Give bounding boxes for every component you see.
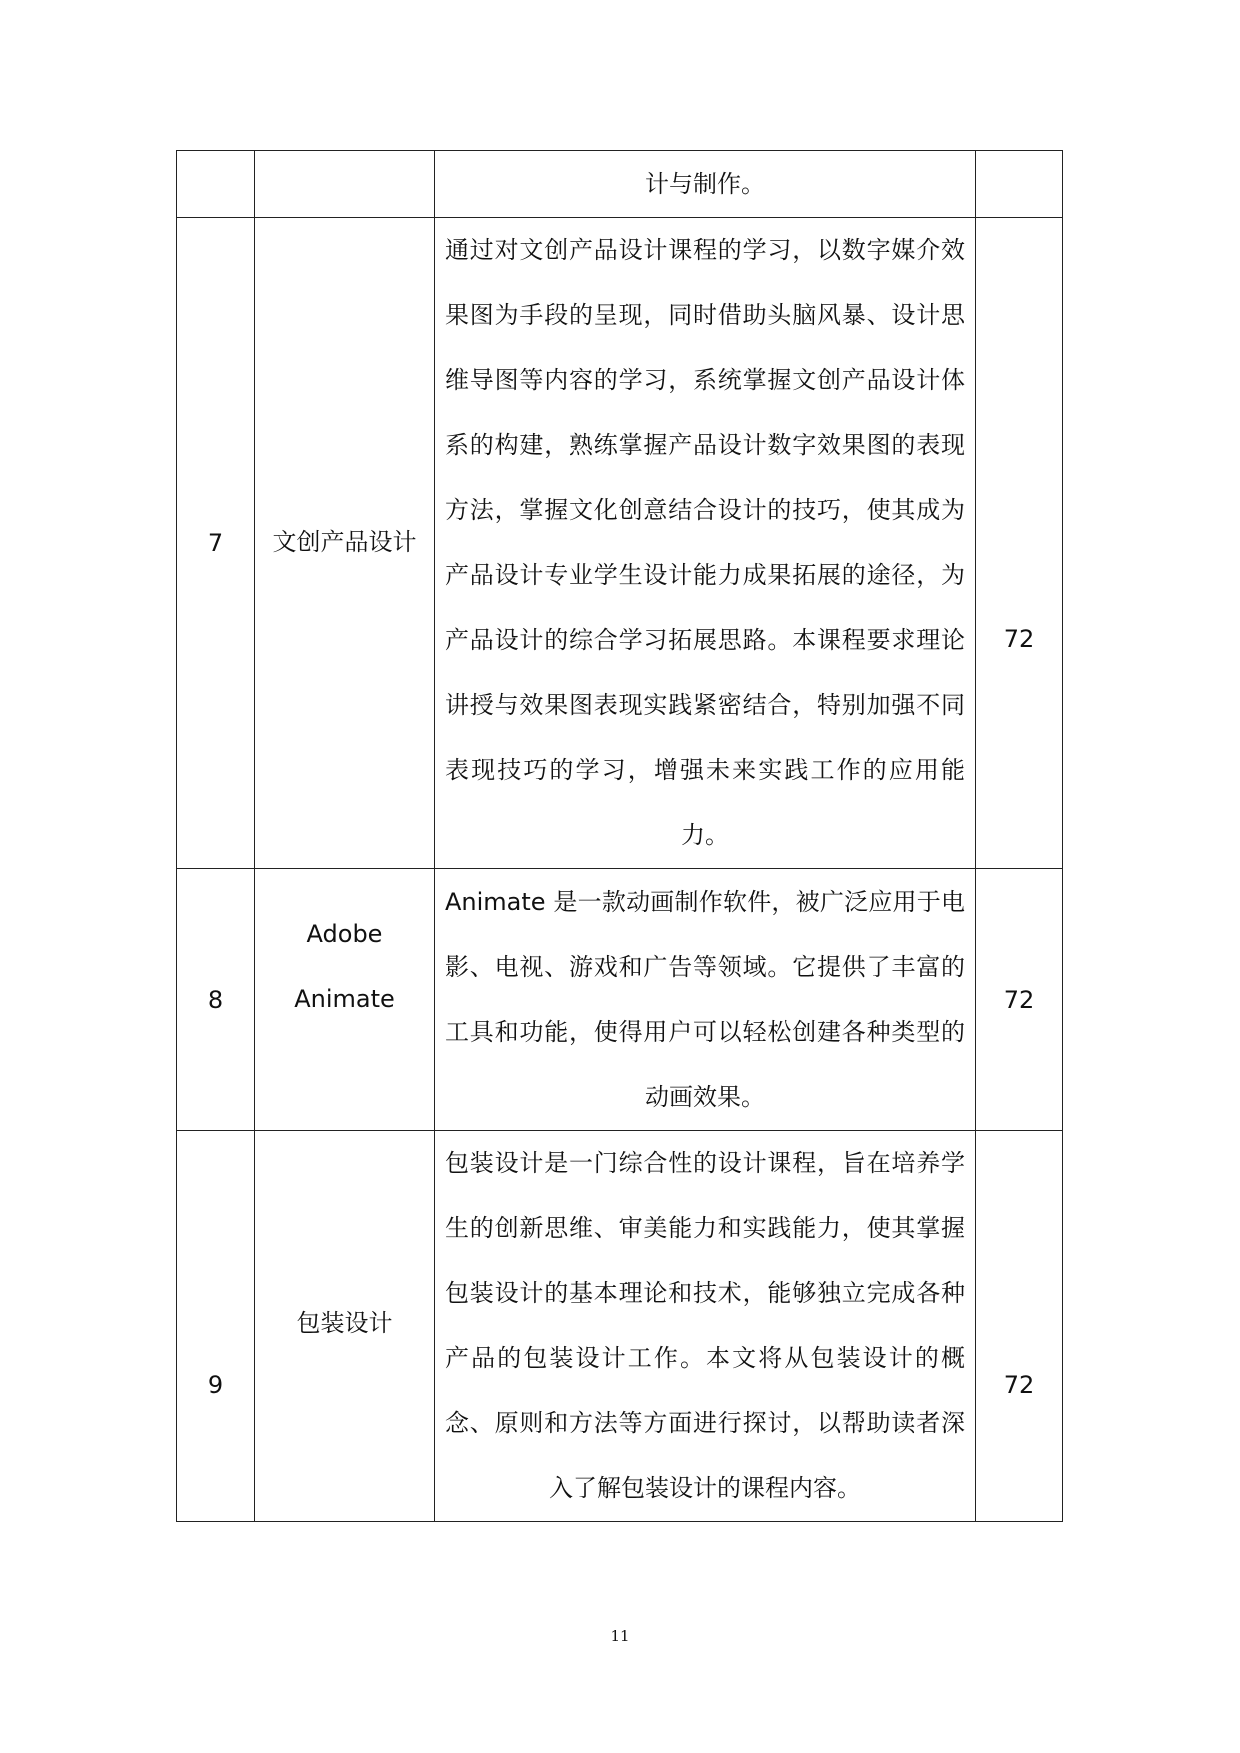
- course-hours-cell: [976, 218, 1063, 869]
- course-description-cell: [435, 1131, 976, 1522]
- course-name: 包装设计: [296, 1309, 393, 1337]
- course-hours: 72: [1003, 985, 1035, 1014]
- course-description: 通过对文创产品设计课程的学习，以数字媒介效果图为手段的呈现，同时借助头脑风暴、设计思维导图等内容的学习，系统掌握文创产品设计体系的构建，熟练掌握产品设计数字效果图的表现方法，掌握文化创意结合设计的技巧，使其成为产品设计专业学生设计能力成果拓展的途径，为产品设计的综合学习拓展思路。本课程要求理论讲授与效果图表现实践紧密结合，特别加强不同表现技巧的学习，增强未来实践工作的应用能力。: [445, 236, 965, 849]
- table-row: [177, 1131, 1063, 1522]
- course-description: 计与制作。: [645, 169, 765, 198]
- table-row: [177, 151, 1063, 218]
- course-number-cell: [177, 869, 255, 1131]
- course-name-cell: [255, 1131, 435, 1522]
- course-description-cell: [435, 869, 976, 1131]
- course-number-cell: [177, 218, 255, 869]
- page-number: 11: [610, 1627, 630, 1645]
- course-hours-cell: [976, 1131, 1063, 1522]
- course-number: 8: [207, 985, 224, 1014]
- course-hours: 72: [1003, 625, 1035, 653]
- course-number: 7: [207, 529, 224, 557]
- course-description: 包装设计是一门综合性的设计课程，旨在培养学生的创新思维、审美能力和实践能力，使其掌握包装设计的基本理论和技术，能够独立完成各种产品的包装设计工作。本文将从包装设计的概念、原则和方法等方面进行探讨，以帮助读者深入了解包装设计的课程内容。: [445, 1149, 965, 1502]
- course-hours: 72: [1003, 1371, 1035, 1399]
- course-number: 9: [207, 1371, 224, 1399]
- course-description-cell: [435, 151, 976, 218]
- course-hours-cell: [976, 869, 1063, 1131]
- course-table: [176, 150, 1063, 1522]
- course-description-cell: [435, 218, 976, 869]
- course-name-cell: [255, 151, 435, 218]
- course-description: Animate 是一款动画制作软件，被广泛应用于电影、电视、游戏和广告等领域。它提供了丰富的工具和功能，使得用户可以轻松创建各种类型的动画效果。: [445, 887, 965, 1111]
- course-name-cell: [255, 869, 435, 1131]
- course-name-cell: [255, 218, 435, 869]
- table-row: [177, 218, 1063, 869]
- course-name: 文创产品设计: [272, 528, 417, 556]
- course-number-cell: [177, 1131, 255, 1522]
- course-number-cell: [177, 151, 255, 218]
- table-row: [177, 869, 1063, 1131]
- course-name: Adobe Animate: [294, 920, 395, 1013]
- course-hours-cell: [976, 151, 1063, 218]
